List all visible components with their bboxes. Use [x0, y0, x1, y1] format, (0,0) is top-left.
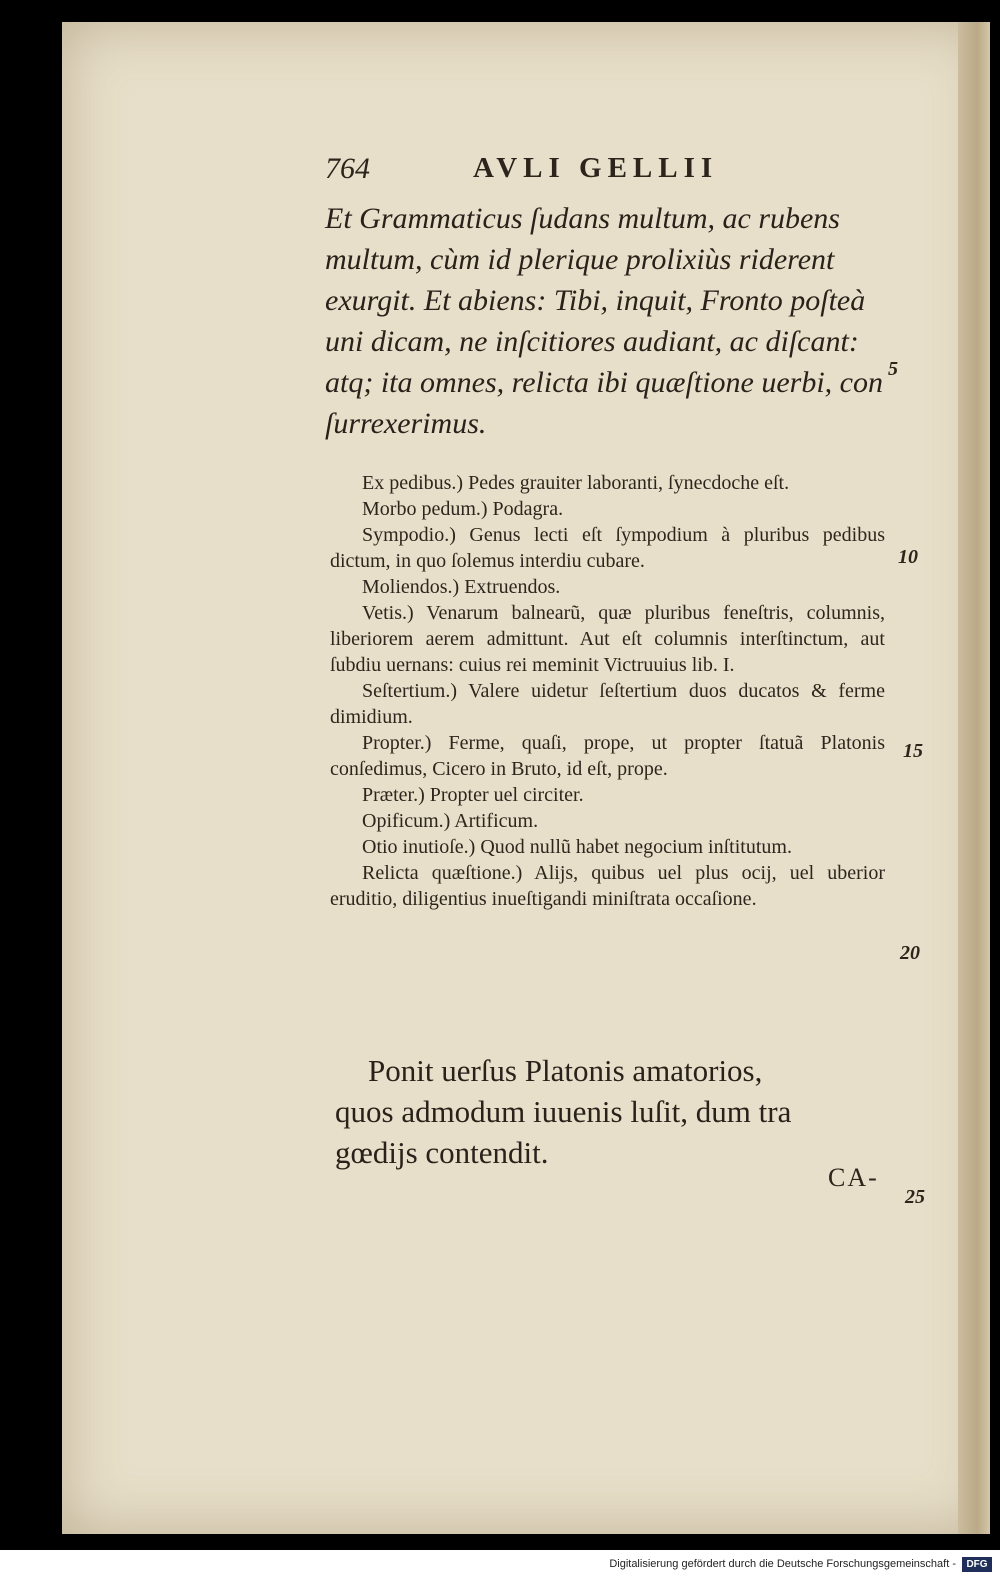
commentary-entry: Sympodio.) Genus lecti eſt ſympodium à pluribus pedibus dictum, in quo ſolemus interdiu cubare. — [330, 524, 885, 572]
main-text-line: uni dicam, ne inſcitiores audiant, ac diſcant: — [325, 325, 859, 358]
commentary-entry: Opificum.) Artificum. — [362, 810, 539, 832]
dfg-logo: DFG — [962, 1557, 992, 1572]
chapter-heading — [335, 1050, 895, 1173]
commentary-entry: Præter.) Propter uel circiter. — [362, 784, 584, 806]
commentary-entry: Otio inutioſe.) Quod nullũ habet negocium inſtitutum. — [362, 836, 792, 858]
commentary-entry: Propter.) Ferme, quaſi, prope, ut propter ſtatuã Platonis conſedimus, Cicero in Bruto, id eſt, prope. — [330, 732, 885, 780]
line-number: 25 — [905, 1186, 925, 1208]
main-text-line: Et Grammaticus ſudans multum, ac rubens — [325, 202, 840, 235]
commentary-entry: Morbo pedum.) Podagra. — [362, 498, 564, 520]
main-text-line: multum, cùm id plerique prolixiùs riderent — [325, 243, 835, 276]
commentary-entry: Ex pedibus.) Pedes grauiter laboranti, ſynecdoche eſt. — [362, 472, 790, 494]
main-text-line: atq; ita omnes, relicta ibi quæſtione uerbi, con — [325, 366, 883, 399]
funding-note: Digitalisierung gefördert durch die Deutsche Forschungsgemeinschaft - — [609, 1558, 956, 1570]
line-number: 5 — [888, 358, 898, 380]
commentary-notes — [330, 470, 885, 912]
page-edge — [958, 22, 990, 1534]
footer-bar — [0, 1550, 1000, 1582]
page-number: 764 — [325, 152, 370, 185]
catchword: CA- — [828, 1163, 879, 1192]
page-header — [325, 152, 745, 192]
chapter-heading-line: quos admodum iuuenis luſit, dum tra — [335, 1094, 792, 1129]
line-number: 20 — [900, 942, 920, 964]
main-text-line: exurgit. Et abiens: Tibi, inquit, Fronto poſteà — [325, 284, 866, 317]
commentary-entry: Relicta quæſtione.) Alijs, quibus uel plus ocij, uel uberior eruditio, diligentius inueſtigandi miniſtrata occaſione. — [330, 862, 885, 910]
commentary-entry: Vetis.) Venarum balnearũ, quæ pluribus feneſtris, columnis, liberiorem aerem admittunt. Aut eſt columnis interſtinctum, aut ſubdiu uernans: cuius rei meminit Victruuius lib. I. — [330, 602, 885, 676]
main-text-line: ſurrexerimus. — [325, 407, 487, 440]
line-number: 10 — [898, 546, 918, 568]
chapter-heading-line: Ponit uerſus Platonis amatorios, — [368, 1053, 763, 1088]
main-text — [325, 198, 885, 444]
chapter-heading-line: gœdijs contendit. — [335, 1135, 549, 1170]
running-title: AVLI GELLII — [473, 152, 719, 184]
commentary-entry: Moliendos.) Extruendos. — [362, 576, 561, 598]
line-number: 15 — [903, 740, 923, 762]
commentary-entry: Seſtertium.) Valere uidetur ſeſtertium duos ducatos & ferme dimidium. — [330, 680, 885, 728]
